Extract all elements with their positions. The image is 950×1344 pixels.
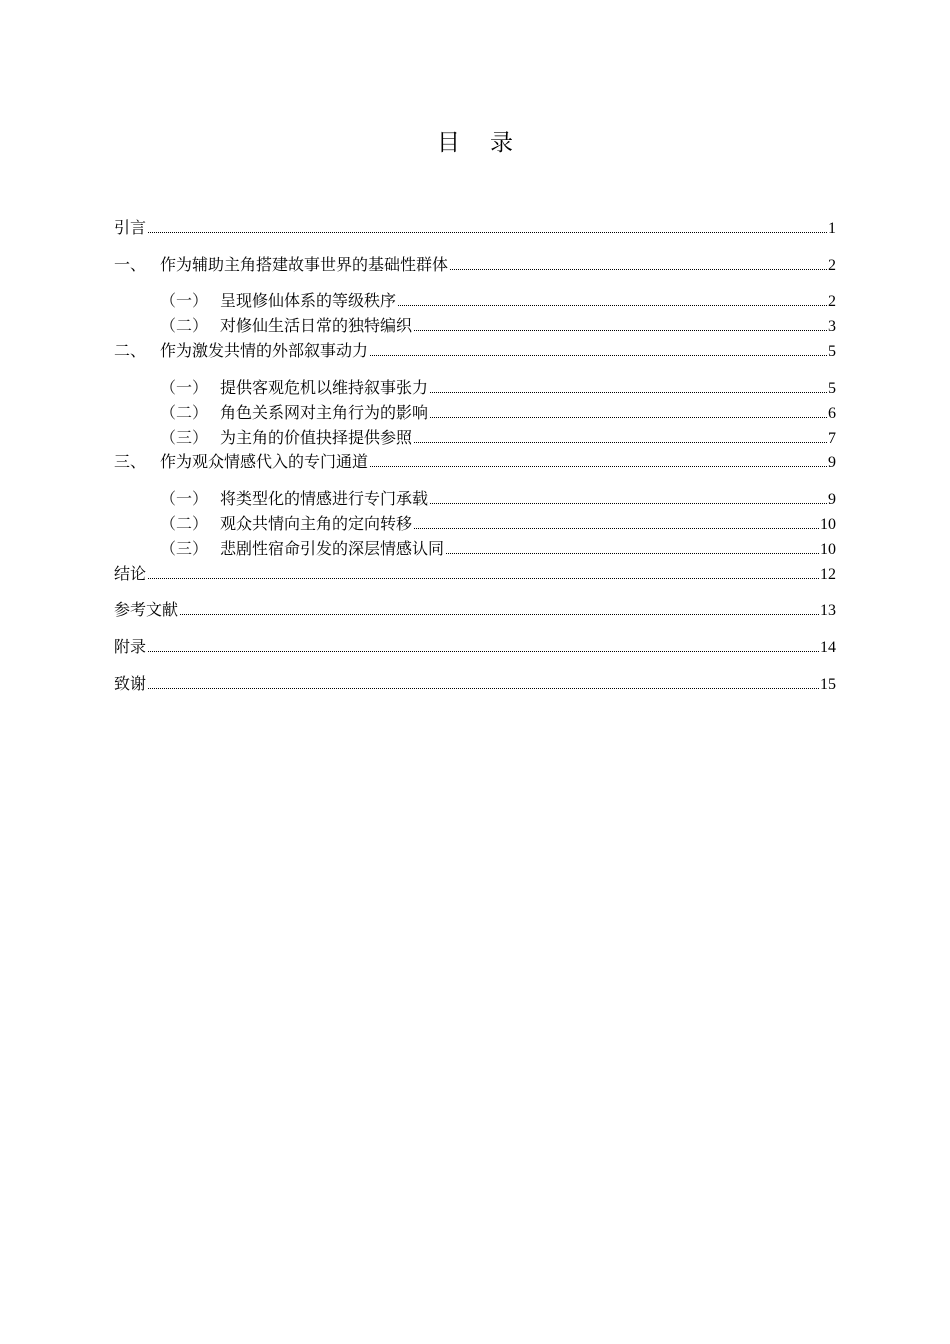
toc-entry[interactable] — [114, 312, 836, 336]
toc-number: （二） — [160, 403, 209, 422]
toc-page-number: 6 — [828, 405, 836, 422]
toc-number: 一、 — [114, 255, 147, 274]
toc-label: 为主角的价值抉择提供参照 — [220, 428, 413, 447]
dot-leader — [370, 354, 827, 356]
dot-leader — [430, 502, 827, 504]
toc-page-number: 10 — [820, 516, 836, 533]
toc-label: 附录 — [114, 637, 147, 656]
toc-page-number: 7 — [828, 430, 836, 447]
toc-number: 二、 — [114, 341, 147, 360]
toc-page-number: 12 — [820, 566, 836, 583]
toc-page-number: 15 — [820, 676, 836, 693]
toc-page-number: 13 — [820, 602, 836, 619]
toc-number: （二） — [160, 316, 209, 335]
dot-leader — [446, 552, 819, 554]
toc-entry[interactable] — [114, 337, 836, 361]
dot-leader — [370, 465, 827, 467]
toc-page-number: 14 — [820, 639, 836, 656]
toc-label: 结论 — [114, 564, 147, 583]
dot-leader — [148, 577, 819, 579]
toc-entry[interactable] — [114, 424, 836, 448]
toc-number: （一） — [160, 489, 209, 508]
toc-entry[interactable] — [114, 214, 836, 238]
dot-leader — [398, 304, 827, 306]
dot-leader — [430, 391, 827, 393]
toc-number: （三） — [160, 428, 209, 447]
toc-page-number: 5 — [828, 380, 836, 397]
toc-entry[interactable] — [114, 251, 836, 275]
toc-page-number: 2 — [828, 257, 836, 274]
title-char-2: 录 — [490, 130, 513, 156]
toc-label: 致谢 — [114, 674, 147, 693]
toc-page-number: 3 — [828, 318, 836, 335]
toc-label: 观众共情向主角的定向转移 — [220, 514, 413, 533]
toc-label: 将类型化的情感进行专门承载 — [220, 489, 429, 508]
toc-label: 作为辅助主角搭建故事世界的基础性群体 — [160, 255, 449, 274]
toc-label: 作为观众情感代入的专门通道 — [160, 452, 369, 471]
toc-page-number: 2 — [828, 293, 836, 310]
dot-leader — [148, 687, 819, 689]
toc-number: （一） — [160, 378, 209, 397]
toc-entry[interactable] — [114, 399, 836, 423]
dot-leader — [148, 650, 819, 652]
dot-leader — [180, 613, 819, 615]
dot-leader — [414, 441, 827, 443]
toc-label: 引言 — [114, 218, 147, 237]
toc-entry[interactable] — [114, 633, 836, 657]
page-title — [0, 124, 950, 157]
toc-page-number: 9 — [828, 454, 836, 471]
toc-number: （二） — [160, 514, 209, 533]
toc-label: 作为激发共情的外部叙事动力 — [160, 341, 369, 360]
toc-label: 对修仙生活日常的独特编织 — [220, 316, 413, 335]
dot-leader — [414, 527, 819, 529]
dot-leader — [450, 268, 827, 270]
toc-label: 角色关系网对主角行为的影响 — [220, 403, 429, 422]
dot-leader — [148, 231, 827, 233]
toc-number: （一） — [160, 291, 209, 310]
toc-page-number: 10 — [820, 541, 836, 558]
toc-entry[interactable] — [114, 485, 836, 509]
toc-number: （三） — [160, 539, 209, 558]
toc-entry[interactable] — [114, 448, 836, 472]
toc-entry[interactable] — [114, 374, 836, 398]
toc-page-number: 1 — [828, 220, 836, 237]
toc-entry[interactable] — [114, 596, 836, 620]
toc-page-number: 5 — [828, 343, 836, 360]
toc-label: 悲剧性宿命引发的深层情感认同 — [220, 539, 445, 558]
toc-entry[interactable] — [114, 535, 836, 559]
toc-label: 提供客观危机以维持叙事张力 — [220, 378, 429, 397]
toc-entry[interactable] — [114, 560, 836, 584]
toc-entry[interactable] — [114, 287, 836, 311]
dot-leader — [430, 416, 827, 418]
dot-leader — [414, 329, 827, 331]
toc-label: 呈现修仙体系的等级秩序 — [220, 291, 397, 310]
toc-entry[interactable] — [114, 510, 836, 534]
toc-entry[interactable] — [114, 670, 836, 694]
toc-label: 参考文献 — [114, 600, 179, 619]
toc-number: 三、 — [114, 452, 147, 471]
toc-page-number: 9 — [828, 491, 836, 508]
title-char-1: 目 — [437, 130, 460, 156]
